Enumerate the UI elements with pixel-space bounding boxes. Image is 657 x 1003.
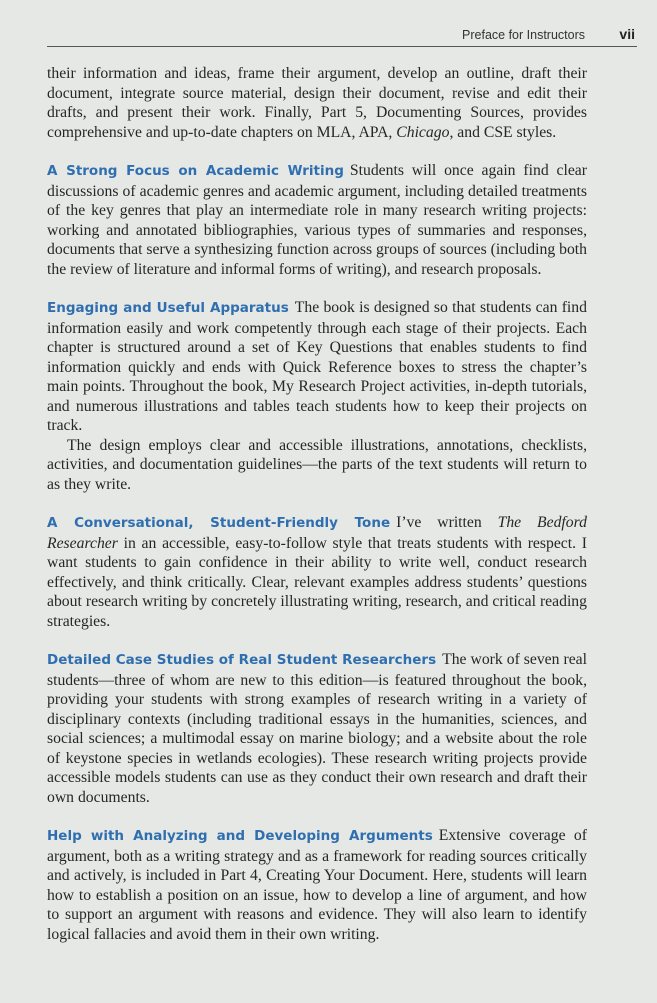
section-case-studies: Detailed Case Studies of Real Student Researchers The work of seven real students—three of whom are new to this edition—is featured throughout the book, providing your students with strong examples of research writing in a variety of disciplinary contexts (including traditional essays in the humanities, sciences, and social sciences; a multimodal essay on marine biology; and a website about the role of keystone species in wetlands ecologies). These research writing projects provide accessible models students can use as they conduct their own research and draft their own documents.: [47, 651, 587, 806]
section-heading: Help with Analyzing and Developing Arguments: [47, 828, 433, 844]
section-arguments: Help with Analyzing and Developing Arguments Extensive coverage of argument, both as a writing strategy and as a framework for reading sources critically and actively, is included in Part 4, Creating Your Document. Here, students will learn how to establish a position on an issue, how to develop a line of argument, and how to support an argument with reasons and evidence. They will also learn to identify logical fallacies and avoid them in their own writing.: [47, 827, 587, 943]
paragraph-intro: their information and ideas, frame their argument, develop an outline, draft their document, integrate source material, design their document, revise and edit their drafts, and present their work. Finally, Part 5, Documenting Sources, provides comprehensive and up-to-date chapters on MLA, APA, Chicago, and CSE styles.: [47, 65, 587, 141]
running-header: [47, 26, 637, 47]
section-heading: A Conversational, Student-Friendly Tone: [47, 515, 391, 531]
running-title: Preface for Instructors: [462, 28, 585, 42]
section-apparatus: Engaging and Useful Apparatus The book is designed so that students can find information easily and work competently through each stage of their projects. Each chapter is structured around a set of Key Questions that enables students to find information quickly and ends with Quick Reference boxes to stress the chapter’s main points. Throughout the book, My Research Project activities, in-depth tutorials, and numerous illustrations and tables teach students how to keep their projects on track.: [47, 299, 587, 434]
section-tone: A Conversational, Student-Friendly Tone I’ve written The Bedford Researcher in an accessible, easy-to-follow style that treats students with respect. I want students to gain confidence in their ability to write well, conduct research effectively, and think critically. Clear, relevant examples address students’ questions about research writing by concretely illustrating writing, research, and critical reading strategies.: [47, 514, 587, 630]
section-heading: A Strong Focus on Academic Writing: [47, 163, 344, 179]
page-number: vii: [619, 26, 635, 42]
section-academic-writing: A Strong Focus on Academic Writing Students will once again find clear discussions of academic genres and academic argument, including detailed treatments of the key genres that play an intermediate role in many research writing projects: working and annotated bibliographies, various types of summaries and responses, documents that serve a synthesizing function across groups of sources (including both the review of literature and informal forms of writing), and research proposals.: [47, 162, 587, 278]
paragraph-design: The design employs clear and accessible illustrations, annotations, checklists, activities, and documentation guidelines—the parts of the text students will return to as they write.: [47, 436, 587, 493]
section-heading: Detailed Case Studies of Real Student Researchers: [47, 652, 437, 668]
body-text: [47, 64, 587, 944]
section-heading: Engaging and Useful Apparatus: [47, 300, 289, 316]
